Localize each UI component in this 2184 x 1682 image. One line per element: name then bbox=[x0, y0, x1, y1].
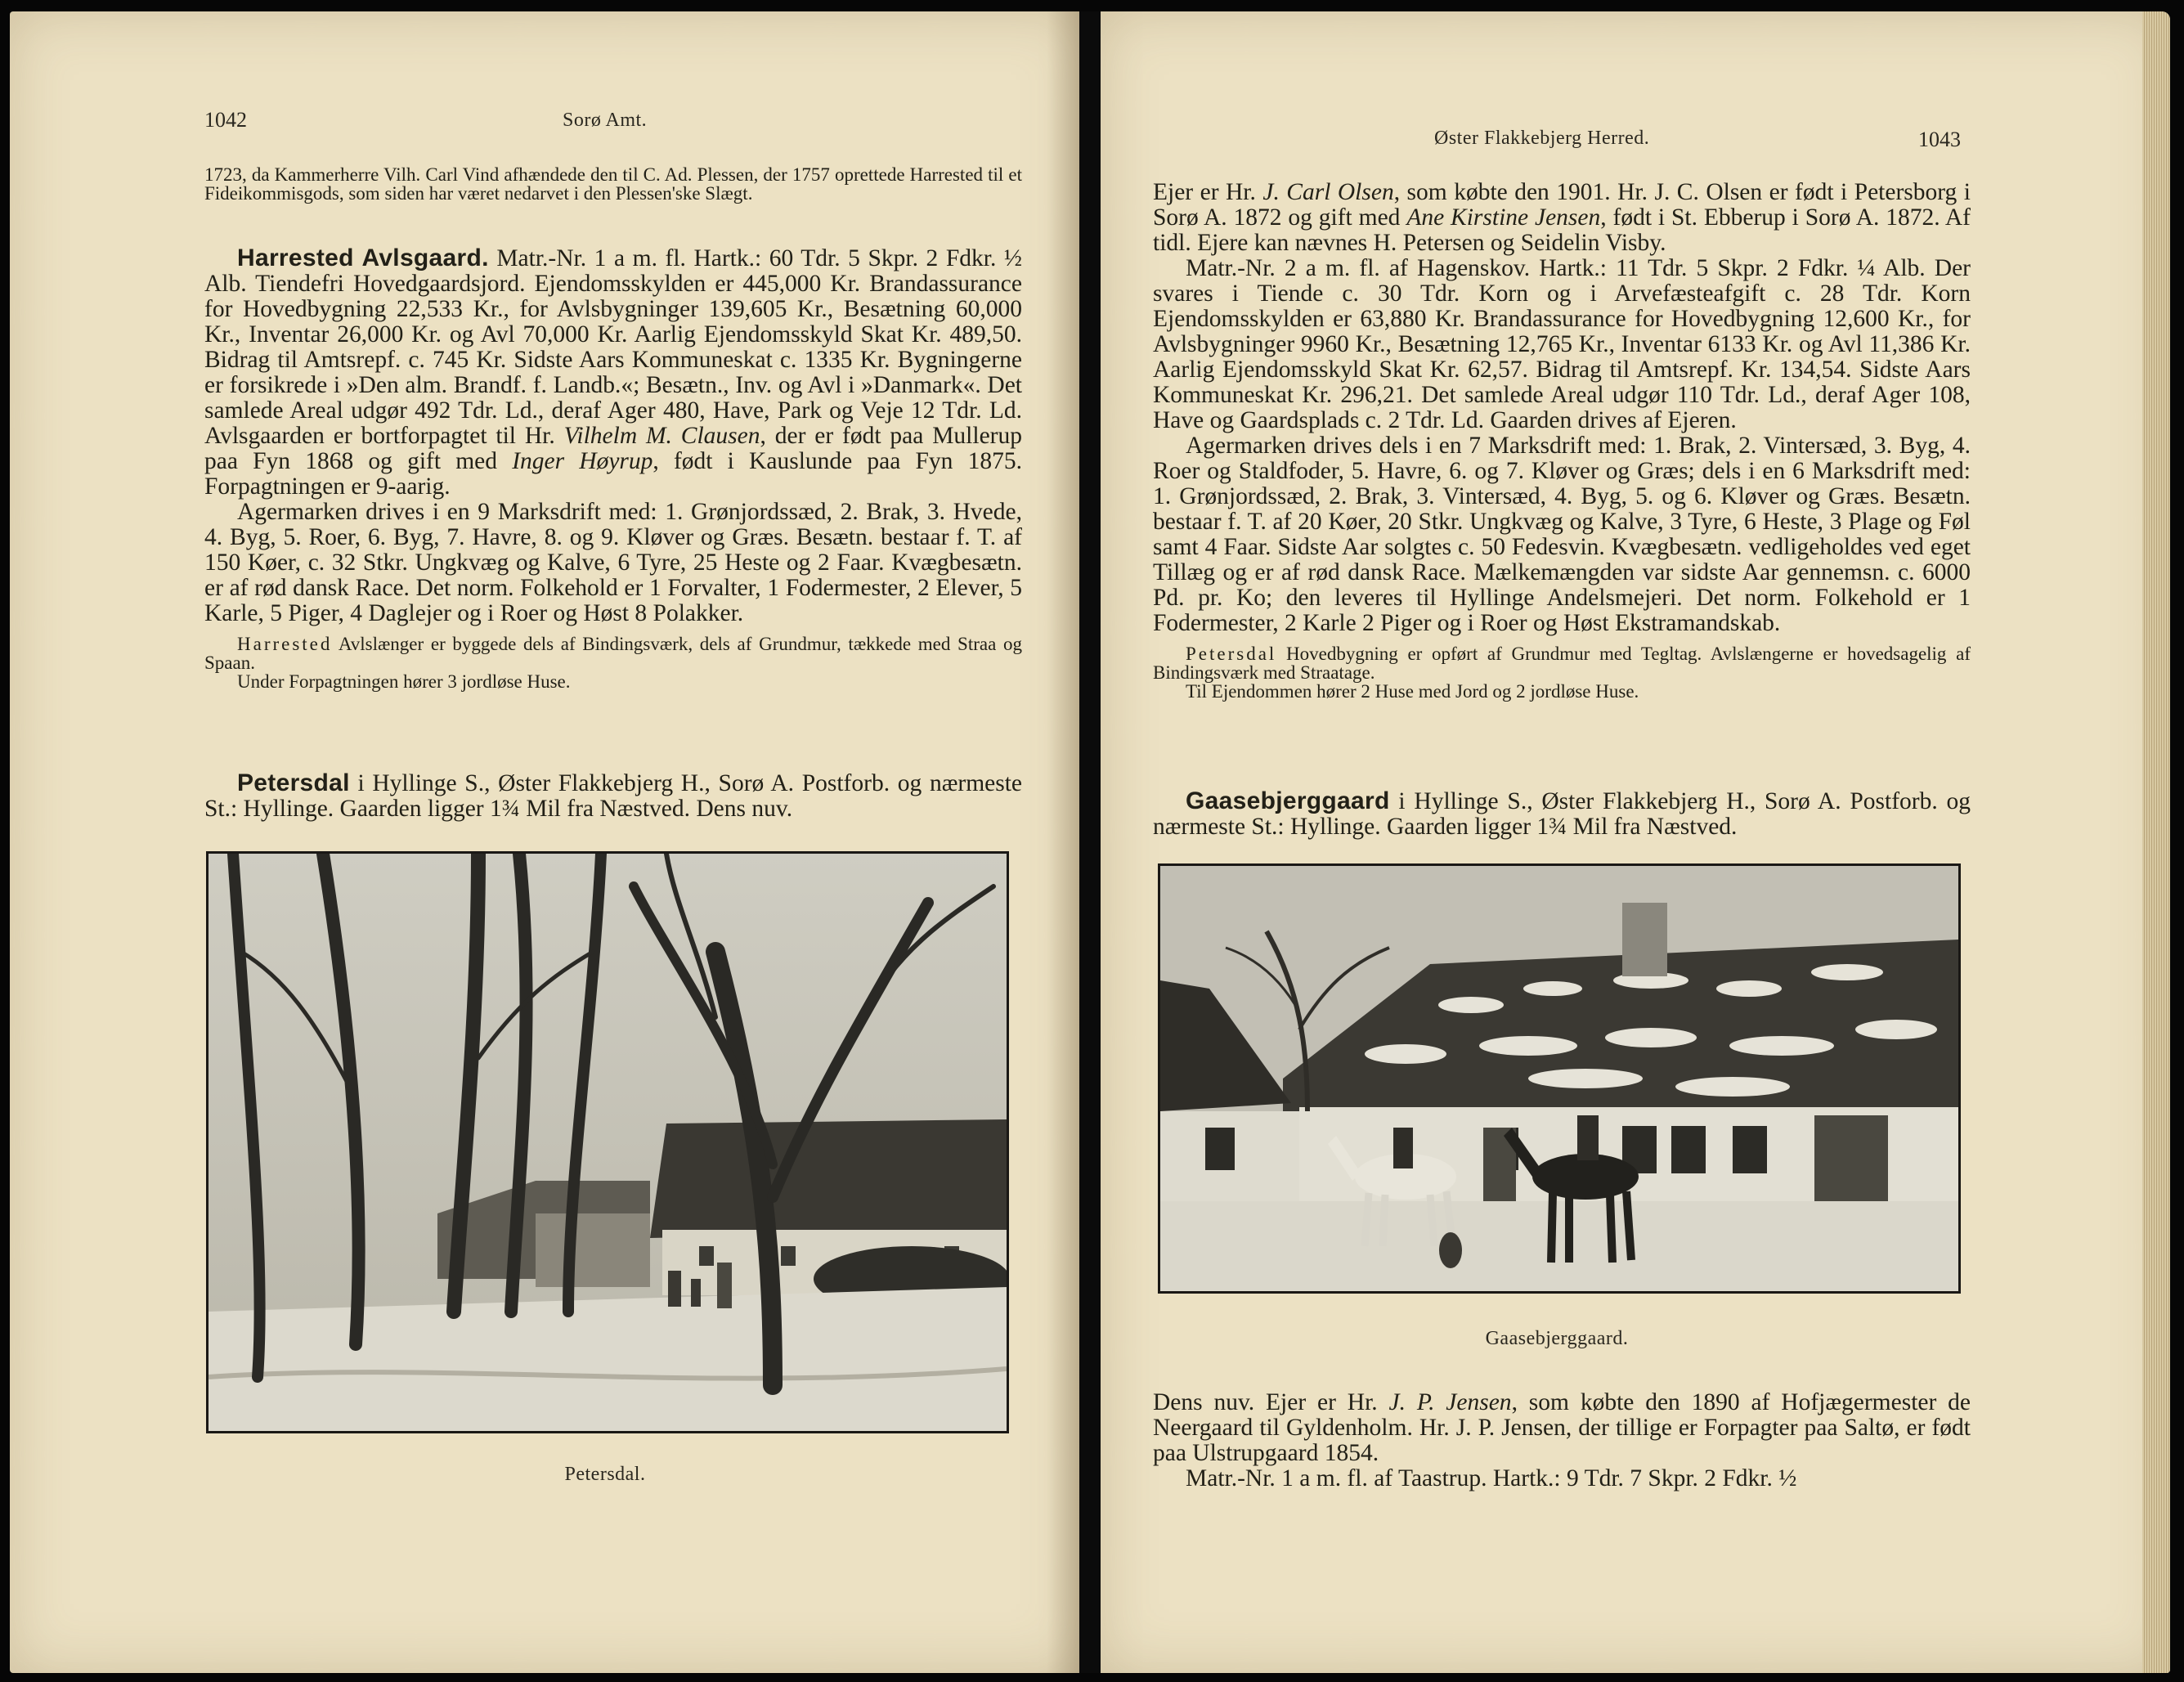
gaasebjerggaard-entry bbox=[1153, 788, 1971, 840]
entry-text: , født i Kauslunde paa Fyn 1875. Forpagtningen er 9-aarig. bbox=[204, 448, 1022, 500]
building-note bbox=[1153, 644, 1971, 682]
right-page bbox=[1101, 11, 2170, 1673]
entry-text: Matr.-Nr. 1 a m. fl. Hartk.: 60 Tdr. 5 Skpr. 2 Fdkr. ½ Alb. Tiendefri Hovedgaardsjord. Ejendomsskylden er 445,000 Kr. Brandassurance for Hovedbygning 22,533 Kr., for Avlsbygninger 139,605 Kr., Besætning 60,000 Kr., Inventar 26,000 Kr. og Avl 70,000 Kr. Aarlig Ejendomsskyld Skat Kr. 489,50. Bidrag til Amtsrepf. c. 745 Kr. Sidste Aars Kommuneskat c. 1335 Kr. Bygningerne er forsikrede i »Den alm. Brandf. f. Landb.«; Besætn., Inv. og Avl i »Danmark«. Det samlede Areal udgør 492 Tdr. Ld., deraf Ager 480, Have, Park og Veje 12 Tdr. Ld. Avlsgaarden er bortforpagtet til Hr. bbox=[204, 245, 1022, 449]
photo-caption: Petersdal. bbox=[564, 1464, 646, 1485]
entry-text: , som købte den 1890 af Hofjægermester de Neergaard til Gyldenholm. Hr. J. P. Jensen, der tillige er Forpagter paa Saltø, er født paa Ulstrupgaard 1854. bbox=[1153, 1389, 1971, 1466]
property-paragraph: Matr.-Nr. 1 a m. fl. af Taastrup. Hartk.: 9 Tdr. 7 Skpr. 2 Fdkr. ½ bbox=[1186, 1465, 1797, 1491]
entry-text: , der er født paa Mullerup paa Fyn 1868 og gift med bbox=[204, 423, 1022, 474]
entry-title: Gaasebjerggaard bbox=[1186, 787, 1390, 814]
petersdal-continued bbox=[1153, 180, 1971, 701]
gaasebjerggaard-photo bbox=[1158, 863, 1961, 1294]
note-name: Petersdal bbox=[1186, 644, 1277, 664]
gaasebjerggaard-owner-entry bbox=[1153, 1390, 1971, 1491]
running-head: Øster Flakkebjerg Herred. bbox=[1434, 128, 1650, 149]
petersdal-entry bbox=[204, 770, 1022, 822]
petersdal-photo bbox=[206, 851, 1009, 1433]
page-number: 1043 bbox=[1918, 128, 1961, 151]
crop-rotation-paragraph: Agermarken drives i en 9 Marksdrift med: 1. Grønjordssæd, 2. Brak, 3. Hvede, 4. Byg, 5. Roer, 6. Byg, 7. Havre, 8. og 9. Kløver og Græs. Besætn. bestaar f. T. af 150 Køer, c. 32 Stkr. Ungkvæg og Kalve, 6 Tyre, 25 Heste og 2 Faar. Kvægbesætn. er af rød dansk Race. Det norm. Folkehold er 1 Forvalter, 1 Fodermester, 2 Elever, 5 Karle, 5 Piger, 4 Daglejer og i Roer og Høst 8 Polakker. bbox=[204, 499, 1022, 626]
entry-text: i Hyllinge S., Øster Flakkebjerg H., Sorø A. Postforb. og nærmeste St.: Hyllinge. Gaarden ligger 1¾ Mil fra Næstved. Dens nuv. bbox=[204, 770, 1023, 822]
property-paragraph: Matr.-Nr. 2 a m. fl. af Hagenskov. Hartk.: 11 Tdr. 5 Skpr. 2 Fdkr. ¼ Alb. Der svares i Tiende c. 30 Tdr. Korn og i Arvefæsteafgift c. 28 Tdr. Korn Ejendomsskylden er 63,880 Kr. Brandassurance for Hovedbygning 12,600 Kr., for Avlsbygninger 9960 Kr., Besætning 12,765 Kr., Inventar 6133 Kr. og Avl 11,386 Kr. Aarlig Ejendomsskyld Skat Kr. 62,57. Bidrag til Amtsrepf. Kr. 134,54. Sidste Aars Kommuneskat Kr. 296,21. Det samlede Areal udgør 110 Tdr. Ld., deraf Ager 108, Have og Gaardsplads c. 2 Tdr. Ld. Gaarden drives af Ejeren. bbox=[1153, 255, 1971, 433]
houses-note: Til Ejendommen hører 2 Huse med Jord og 2 jordløse Huse. bbox=[1186, 681, 1639, 702]
houses-note: Under Forpagtningen hører 3 jordløse Huse. bbox=[237, 671, 571, 692]
note-text: Avlslænger er byggede dels af Bindingsværk, dels af Grundmur, tækkede med Straa og Spaan. bbox=[204, 634, 1022, 673]
entry-text: , som købte den 1901. Hr. J. C. Olsen er født i Petersborg i Sorø A. 1872 og gift med bbox=[1153, 179, 1971, 231]
note-text: Hovedbygning er opført af Grundmur med Tegltag. Avlslængerne er hovedsagelig af Bindingsværk med Straatage. bbox=[1153, 644, 1971, 683]
photo-caption: Gaasebjerggaard. bbox=[1485, 1328, 1629, 1349]
owner-wife-name: Ane Kirstine Jensen bbox=[1406, 204, 1601, 231]
building-note bbox=[204, 635, 1022, 672]
book-gutter bbox=[1079, 11, 1101, 1673]
page-number: 1042 bbox=[204, 108, 247, 132]
running-head: Sorø Amt. bbox=[563, 110, 648, 131]
harrested-entry bbox=[204, 245, 1022, 691]
entry-text: , født i St. Ebberup i Sorø A. 1872. Af tidl. Ejere kan nævnes H. Petersen og Seidelin Visby. bbox=[1153, 204, 1971, 256]
petersdal-photo-image bbox=[209, 854, 1007, 1431]
intro-paragraph bbox=[204, 165, 1022, 203]
intro-text: 1723, da Kammerherre Vilh. Carl Vind afhændede den til C. Ad. Plessen, der 1757 oprettede Harrested til et Fideikommisgods, som siden har været nedarvet i den Plessen'ske Slægt. bbox=[204, 164, 1022, 204]
crop-rotation-paragraph: Agermarken drives dels i en 7 Marksdrift med: 1. Brak, 2. Vintersæd, 3. Byg, 4. Roer og Staldfoder, 5. Havre, 6. og 7. Kløver og Græs; dels i en 6 Marksdrift med: 1. Grønjordssæd, 2. Brak, 3. Vintersæd, 4. Byg, 5. og 6. Kløver og Græs. Besætn. bestaar f. T. af 20 Køer, 20 Stkr. Ungkvæg og Kalve, 3 Tyre, 6 Heste, 3 Plage og Føl samt 4 Faar. Sidste Aar solgtes c. 50 Fedesvin. Kvægbesætn. vedligeholdes ved eget Tillæg og er af rød dansk Race. Mælkemængden var sidste Aar gennemsn. c. 6000 Pd. pr. Ko; den leveres til Hyllinge Andelsmejeri. Det norm. Folkehold er 1 Fodermester, 2 Karle 2 Piger og i Roer og Høst Ekstramandskab. bbox=[1153, 433, 1971, 636]
entry-title: Petersdal bbox=[237, 769, 350, 796]
note-name: Harrested bbox=[237, 634, 333, 654]
entry-text: Dens nuv. Ejer er Hr. bbox=[1153, 1389, 1378, 1415]
owner-name: J. Carl Olsen bbox=[1262, 179, 1394, 205]
owner-name: J. P. Jensen bbox=[1388, 1389, 1512, 1415]
left-page bbox=[10, 11, 1079, 1673]
entry-text: Ejer er Hr. bbox=[1153, 179, 1256, 205]
gaasebjerggaard-photo-image bbox=[1160, 866, 1958, 1291]
wife-name: Inger Høyrup bbox=[512, 448, 653, 474]
entry-text: i Hyllinge S., Øster Flakkebjerg H., Sorø A. Postforb. og nærmeste St.: Hyllinge. Gaarden ligger 1¾ Mil fra Næstved. bbox=[1153, 788, 1971, 840]
lessee-name: Vilhelm M. Clausen bbox=[563, 423, 760, 449]
entry-title: Harrested Avlsgaard. bbox=[237, 244, 489, 271]
